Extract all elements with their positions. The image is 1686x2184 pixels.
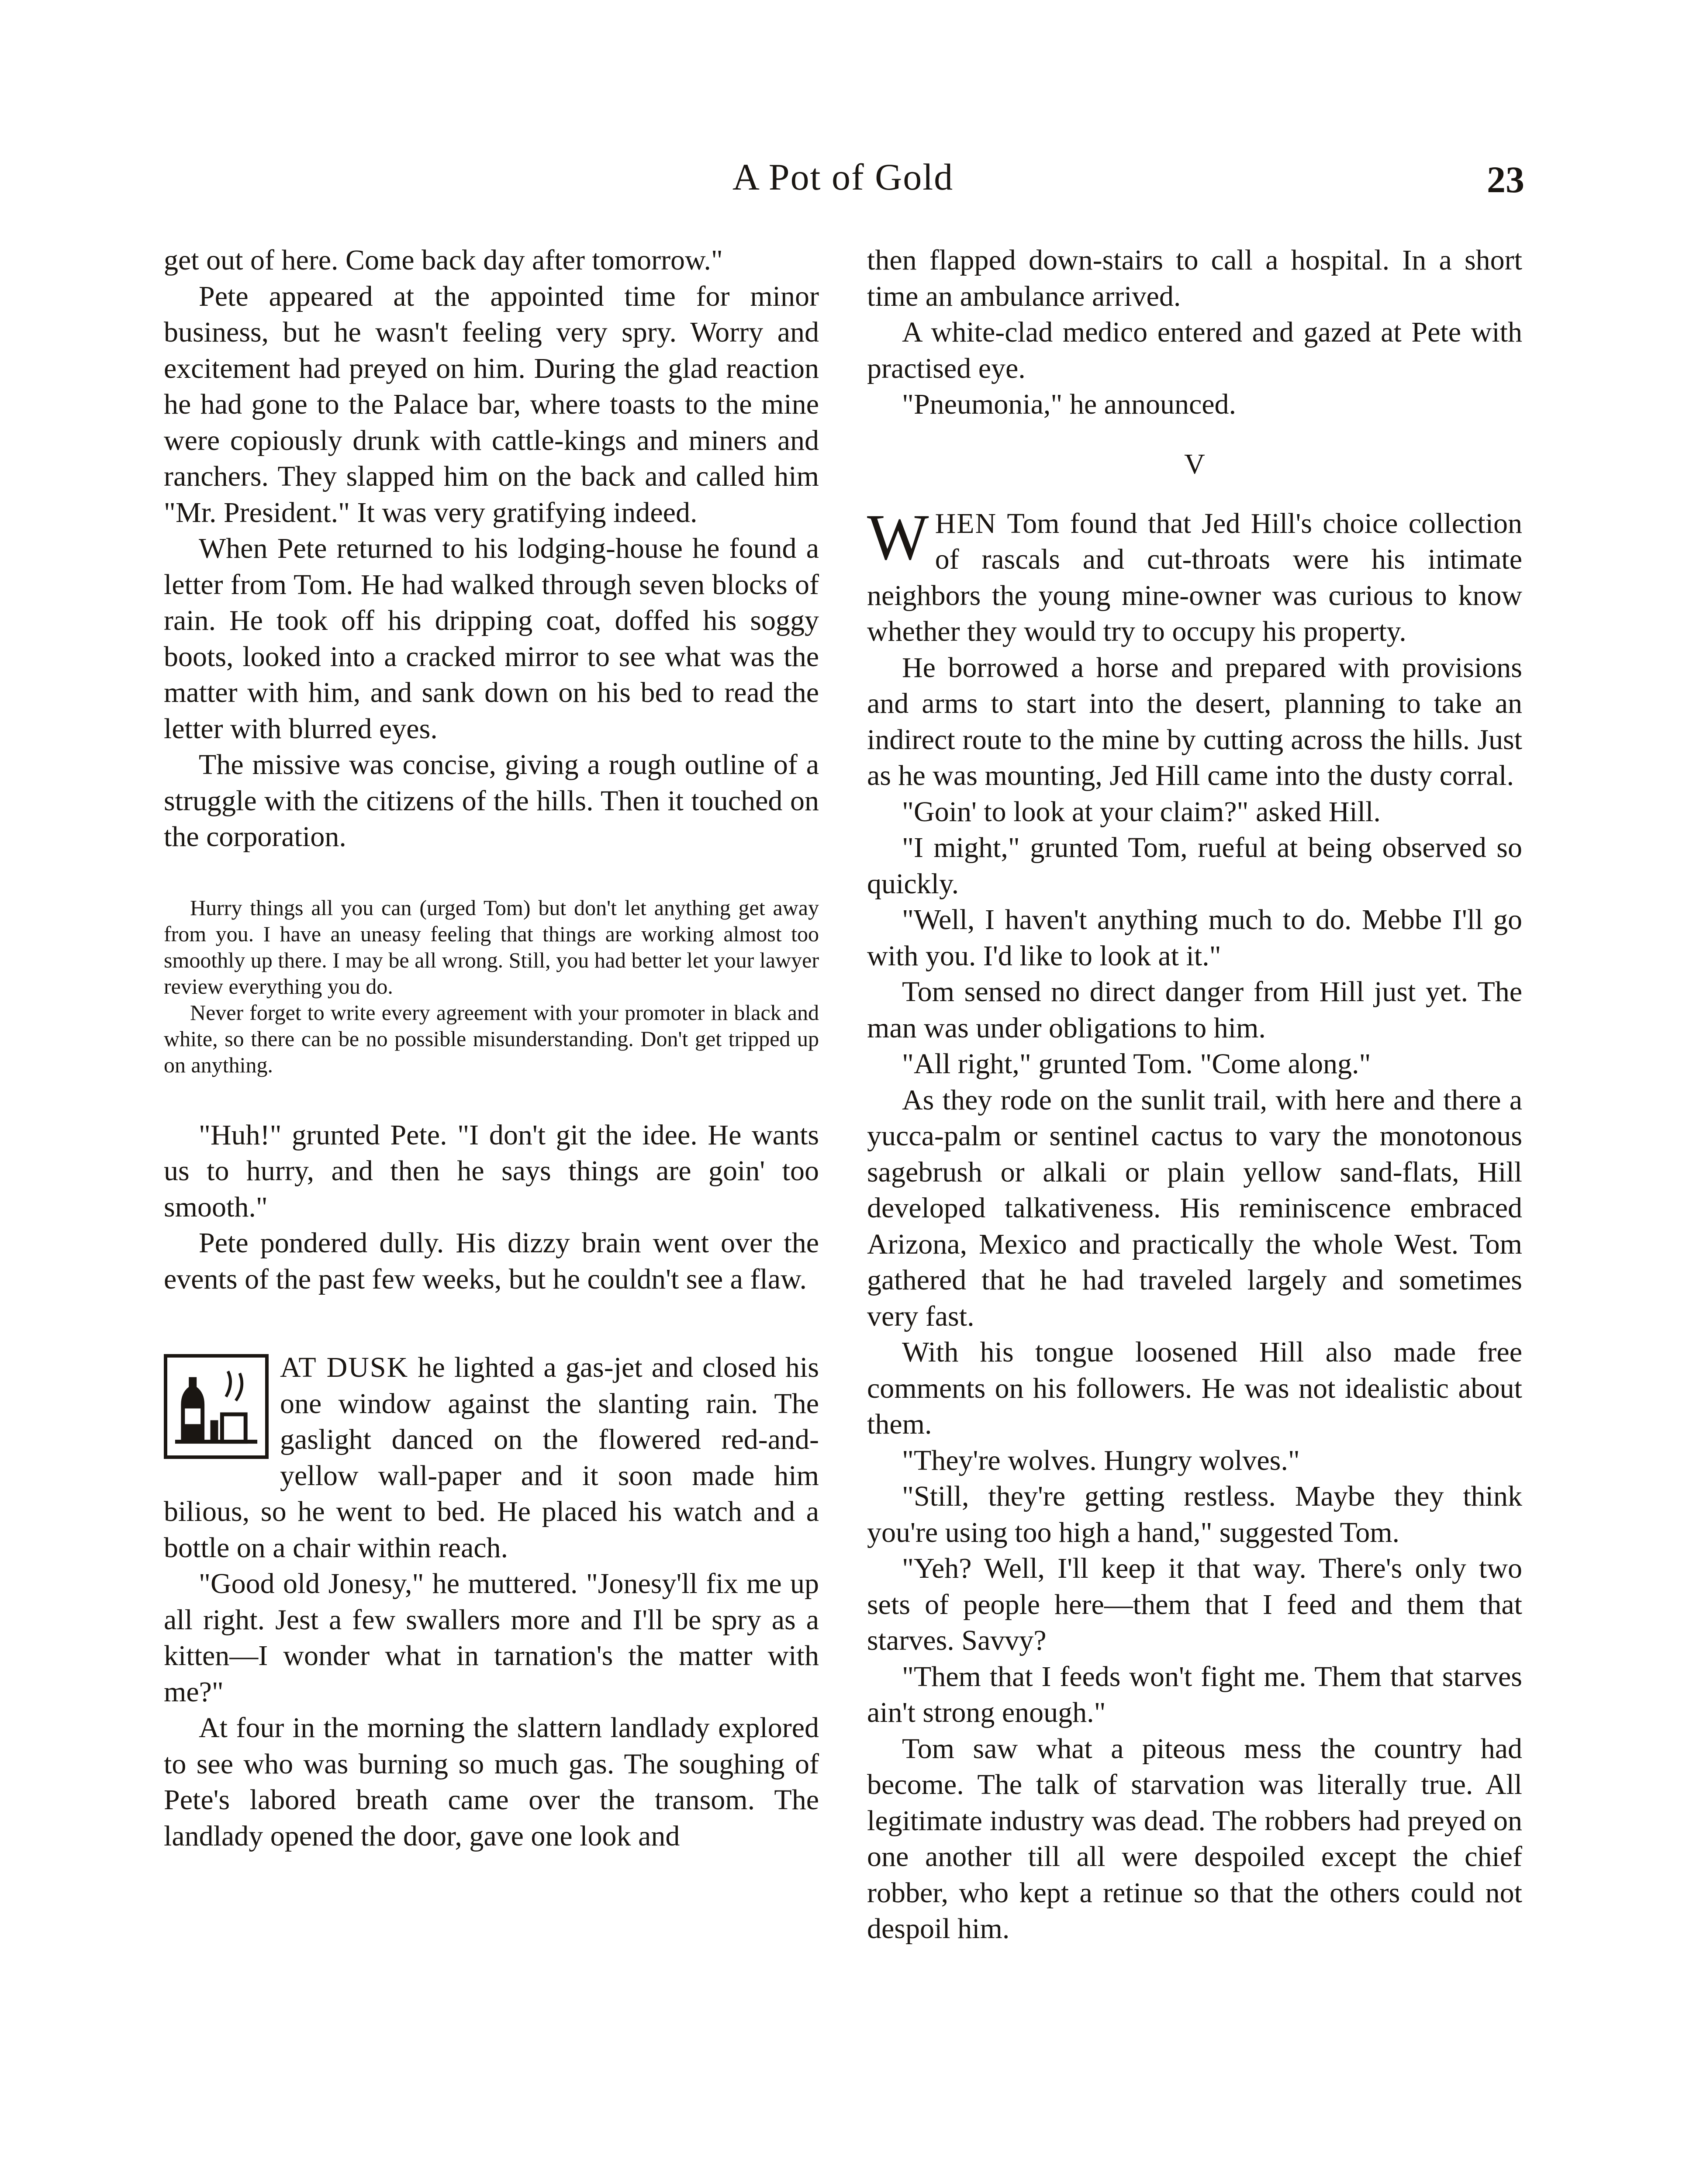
paragraph: then flapped down-stairs to call a hospital. In a short time an ambulance arrived. xyxy=(867,244,1522,312)
paragraph: Pete pondered dully. His dizzy brain went over the events of the past few weeks, but he couldn't see a flaw. xyxy=(164,1227,819,1295)
paragraph: "Them that I feeds won't fight me. Them that starves ain't strong enough." xyxy=(867,1660,1522,1728)
section-opening-paragraph xyxy=(867,501,1522,650)
letter-paragraph: Never forget to write every agreement with your promoter in black and white, so there can be no possible misunderstanding. Don't get tripped up on anything. xyxy=(164,1000,819,1077)
paragraph: A white-clad medico entered and gazed at Pete with practised eye. xyxy=(867,316,1522,384)
paragraph: "I might," grunted Tom, rueful at being observed so quickly. xyxy=(867,832,1522,900)
section-lead-words: AT DUSK xyxy=(280,1351,409,1383)
paragraph: "Goin' to look at your claim?" asked Hill. xyxy=(902,795,1381,828)
paragraph: Pete appeared at the appointed time for minor business, but he wasn't feeling very spry. Worry and excitement had preyed on him. During the glad reaction he had gone to the Palace bar, where toasts to the mine were copiously drunk with cattle-kings and miners and ranchers. They slapped him on the back and called him "Mr. President." It was very gratifying indeed. xyxy=(164,280,819,529)
section-opening-paragraph xyxy=(164,1350,819,1566)
left-column xyxy=(164,242,819,1854)
paragraph: The missive was concise, giving a rough outline of a struggle with the citizens of the hills. Then it touched on the corporation. xyxy=(164,749,819,853)
running-header xyxy=(0,149,1686,210)
section-break xyxy=(164,1297,819,1350)
letter-paragraph: Hurry things all you can (urged Tom) but don't let anything get away from you. I have an uneasy feeling that things are working almost too smoothly up there. I may be all wrong. Still, you had better let your lawyer review everything you do. xyxy=(164,895,819,999)
section-lead-words: HEN xyxy=(935,507,997,539)
paragraph: When Pete returned to his lodging-house he found a letter from Tom. He had walked through seven blocks of rain. He took off his dripping coat, doffed his soggy boots, looked into a cracked mirror to see what was the matter with him, and sank down on his bed to read the letter with blurred eyes. xyxy=(164,532,819,745)
page-title: A Pot of Gold xyxy=(732,156,954,198)
paragraph: "They're wolves. Hungry wolves." xyxy=(902,1444,1300,1476)
drop-cap: W xyxy=(867,501,929,574)
paragraph: "All right," grunted Tom. "Come along." xyxy=(902,1048,1371,1080)
page-number: 23 xyxy=(1487,159,1524,200)
paragraph: "Yeh? Well, I'll keep it that way. There's only two sets of people here—them that I feed and them that starves. Savvy? xyxy=(867,1552,1522,1656)
paragraph: "Huh!" grunted Pete. "I don't git the idee. He wants us to hurry, and then he says things are goin' too smooth." xyxy=(164,1119,819,1223)
right-column xyxy=(867,242,1522,1947)
section-lead-text: Tom found that Jed Hill's choice collection of rascals and cut-throats were his intimate neighbors the young mine-owner was curious to know whether they would try to occupy his property. xyxy=(867,507,1522,647)
section-lead-text: he lighted a gas-jet and closed his one window against the slanting rain. The gaslight danced on the flowered red-and-yellow wall-paper and it soon made him bilious, so he went to bed. He placed his watch and a bottle on a chair within reach. xyxy=(164,1351,819,1564)
paragraph: "Well, I haven't anything much to do. Mebbe I'll go with you. I'd like to look at it." xyxy=(867,904,1522,972)
paragraph: "Pneumonia," he announced. xyxy=(902,388,1237,420)
paragraph: Tom saw what a piteous mess the country had become. The talk of starvation was literally true. All legitimate industry was dead. The robbers had preyed on one another till all were despoiled except the chief robber, who kept a retinue so that the others could not despoil him. xyxy=(867,1732,1522,1945)
paragraph: He borrowed a horse and prepared with provisions and arms to start into the desert, planning to take an indirect route to the mine by cutting across the hills. Just as he was mounting, Jed Hill came into the dusty corral. xyxy=(867,651,1522,791)
paragraph: With his tongue loosened Hill also made free comments on his followers. He was not idealistic about them. xyxy=(867,1336,1522,1440)
section-numeral: V xyxy=(1184,448,1205,480)
paragraph: As they rode on the sunlit trail, with here and there a yucca-palm or sentinel cactus to vary the monotonous sagebrush or alkali or plain yellow sand-flats, Hill developed talkativeness. His reminiscence embraced Arizona, Mexico and practically the whole West. Tom gathered that he had traveled largely and sometimes very fast. xyxy=(867,1084,1522,1332)
quoted-letter xyxy=(164,895,819,1078)
paragraph: Tom sensed no direct danger from Hill just yet. The man was under obligations to him. xyxy=(867,976,1522,1044)
paragraph: "Still, they're getting restless. Maybe they think you're using too high a hand," suggested Tom. xyxy=(867,1480,1522,1548)
paragraph: "Good old Jonesy," he muttered. "Jonesy'll fix me up all right. Jest a few swallers more and I'll be spry as a kitten—I wonder what in tarnation's the matter with me?" xyxy=(164,1568,819,1708)
paragraph: At four in the morning the slattern landlady explored to see who was burning so much gas. The soughing of Pete's labored breath came over the transom. The landlady opened the door, gave one look and xyxy=(164,1712,819,1852)
bottle-ornament-icon xyxy=(164,1354,269,1459)
paragraph: get out of here. Come back day after tomorrow." xyxy=(164,244,723,276)
